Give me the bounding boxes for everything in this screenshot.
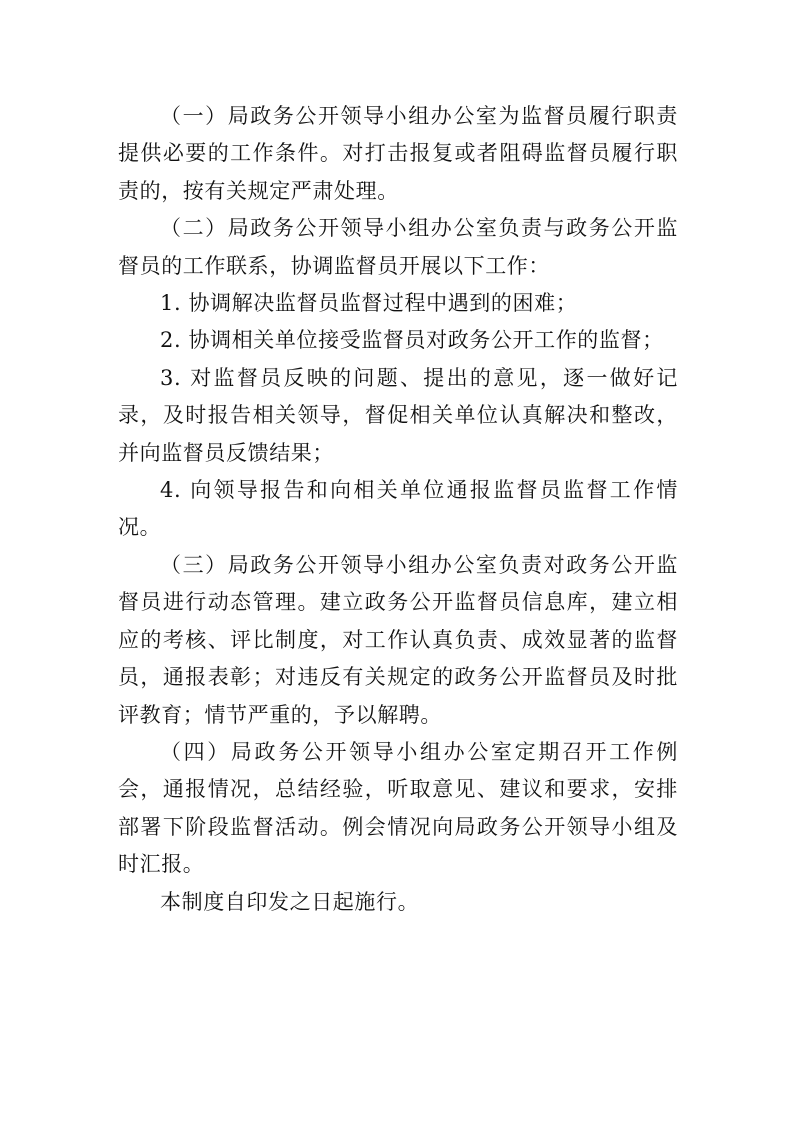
paragraph-section-one: （一）局政务公开领导小组办公室为监督员履行职责提供必要的工作条件。对打击报复或者阻碍监督员履行职责的，按有关规定严肃处理。 xyxy=(118,104,678,203)
paragraph-section-four: （四）局政务公开领导小组办公室定期召开工作例会，通报情况，总结经验，听取意见、建议和要求，安排部署下阶段监督活动。例会情况向局政务公开领导小组及时汇报。 xyxy=(118,739,678,877)
paragraph-effective-date: 本制度自印发之日起施行。 xyxy=(160,889,420,914)
paragraph-item-3: 3. 对监督员反映的问题、提出的意见，逐一做好记录，及时报告相关领导，督促相关单位认真解决和整改，并向监督员反馈结果； xyxy=(118,365,678,465)
document-body xyxy=(118,98,678,921)
paragraph-item-2: 2. 协调相关单位接受监督员对政务公开工作的监督； xyxy=(160,328,664,353)
paragraph-section-three: （三）局政务公开领导小组办公室负责对政务公开监督员进行动态管理。建立政务公开监督员信息库，建立相应的考核、评比制度，对工作认真负责、成效显著的监督员，通报表彰；对违反有关规定的政务公开监督员及时批评教育；情节严重的，予以解聘。 xyxy=(118,552,678,727)
paragraph-section-two: （二）局政务公开领导小组办公室负责与政务公开监督员的工作联系，协调监督员开展以下工作： xyxy=(118,216,678,278)
paragraph-item-4: 4. 向领导报告和向相关单位通报监督员监督工作情况。 xyxy=(118,478,678,540)
paragraph-item-1: 1. 协调解决监督员监督过程中遇到的困难； xyxy=(160,291,578,316)
